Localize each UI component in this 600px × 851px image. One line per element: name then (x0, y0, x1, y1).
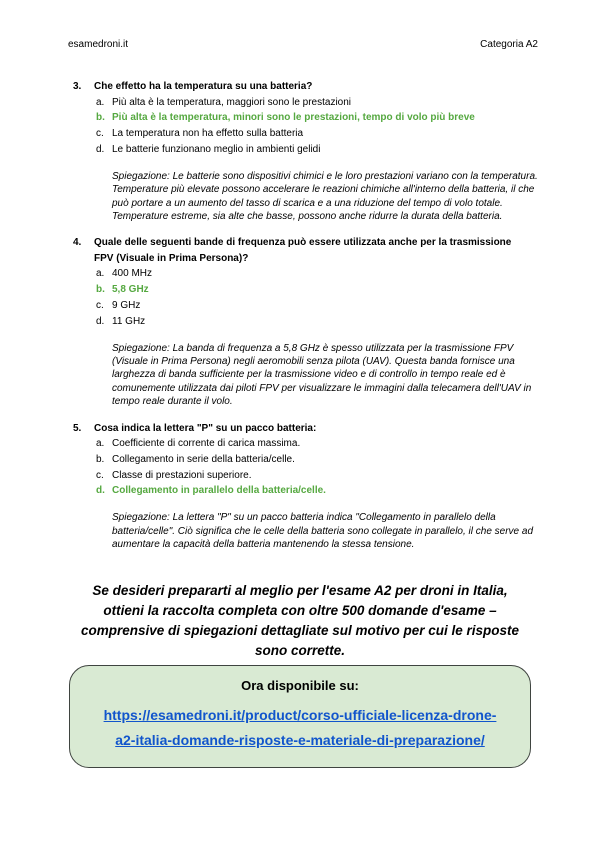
option-text: 11 GHz (112, 315, 146, 327)
cta-link[interactable]: https://esamedroni.it/product/corso-ufficiale-licenza-drone-a2-italia-domande-risposte-e-materiale-di-preparazione/ (103, 707, 497, 749)
option-letter: b. (96, 453, 105, 465)
answer-option-correct (94, 110, 538, 126)
answer-option (94, 436, 538, 452)
option-letter: b. (96, 284, 105, 296)
explanation-text: Spiegazione: Le batterie sono dispositivi chimici e le loro prestazioni variano con la temperatura. Temperature più elevate possono accelerare le reazioni chimiche all'interno della batteria, il che può portare a un aumento del tasso di scarica e a una riduzione del tempo di volo totale. Temperature estreme, sia alte che basse, possono anche ridurre la durata della batteria. (112, 170, 538, 222)
promo-text: Se desideri prepararti al meglio per l'esame A2 per droni in Italia, ottieni la raccolta completa con oltre 500 domande d'esame – comprensive di spiegazioni dettagliate sul motivo per cui le risposte sono corrette. (80, 583, 520, 659)
question-block (73, 421, 538, 552)
option-text: Collegamento in serie della batteria/celle. (112, 453, 295, 465)
option-letter: c. (96, 299, 104, 311)
answer-option (94, 452, 538, 468)
option-text: Più alta è la temperatura, minori sono le prestazioni, tempo di volo più breve (112, 112, 475, 124)
option-letter: a. (96, 438, 105, 450)
cta-heading: Ora disponibile su: (241, 678, 359, 694)
question-title: Che effetto ha la temperatura su una batteria? (94, 81, 313, 92)
option-text: Le batterie funzionano meglio in ambienti gelidi (112, 143, 321, 155)
answer-option (94, 266, 538, 282)
options-list (94, 95, 538, 158)
answer-option-correct (94, 483, 538, 499)
option-letter: b. (96, 112, 105, 124)
option-text: Collegamento in parallelo della batteria/celle. (112, 485, 326, 497)
option-text: 5,8 GHz (112, 284, 149, 296)
option-text: Più alta è la temperatura, maggiori sono le prestazioni (112, 96, 352, 108)
cta-box (69, 665, 531, 768)
question-title: Quale delle seguenti bande di frequenza può essere utilizzata anche per la trasmissione FPV (Visuale in Prima Persona)? (94, 237, 512, 264)
option-letter: a. (96, 268, 105, 280)
question-number: 5. (73, 422, 82, 434)
option-letter: d. (96, 143, 105, 155)
options-list (94, 266, 538, 329)
option-text: La temperatura non ha effetto sulla batteria (112, 128, 304, 140)
option-letter: c. (96, 469, 104, 481)
answer-option (94, 468, 538, 484)
question-title: Cosa indica la lettera "P" su un pacco batteria: (94, 422, 317, 434)
answer-option (94, 126, 538, 142)
question-number: 4. (73, 237, 82, 249)
question-block (73, 79, 538, 223)
answer-option-correct (94, 282, 538, 298)
question-number: 3. (73, 81, 82, 92)
option-letter: c. (96, 128, 104, 140)
options-list (94, 436, 538, 499)
explanation-text: Spiegazione: La lettera "P" su un pacco batteria indica "Collegamento in parallelo della batteria/celle". Ciò significa che le celle della batteria sono collegate in parallelo, il che serve ad aumentare la capacità della batteria mantenendo la stessa tensione. (112, 512, 534, 551)
answer-option (94, 142, 538, 158)
option-letter: d. (96, 485, 105, 497)
option-text: Coefficiente di corrente di carica massima. (112, 438, 301, 450)
explanation-text: Spiegazione: La banda di frequenza a 5,8 GHz è spesso utilizzata per la trasmissione FPV (Visuale in Prima Persona) negli aeromobili senza pilota (UAV). Questa banda fornisce una larghezza di banda sufficiente per la trasmissione video e di controllo in tempo reale ed è comunemente utilizzata dai piloti FPV per visualizzare le immagini dalla telecamera dell'UAV in tempo reale durante il volo. (112, 342, 532, 408)
answer-option (94, 298, 538, 314)
document-body (73, 79, 538, 551)
option-text: Classe di prestazioni superiore. (112, 469, 252, 481)
header-category-label: Categoria A2 (480, 39, 538, 50)
option-text: 400 MHz (112, 268, 153, 280)
option-letter: d. (96, 315, 105, 327)
page-header (0, 0, 600, 51)
header-site-label: esamedroni.it (68, 39, 129, 50)
option-letter: a. (96, 96, 105, 108)
option-text: 9 GHz (112, 299, 141, 311)
answer-option (94, 314, 538, 330)
question-block (73, 235, 538, 408)
answer-option (94, 95, 538, 111)
